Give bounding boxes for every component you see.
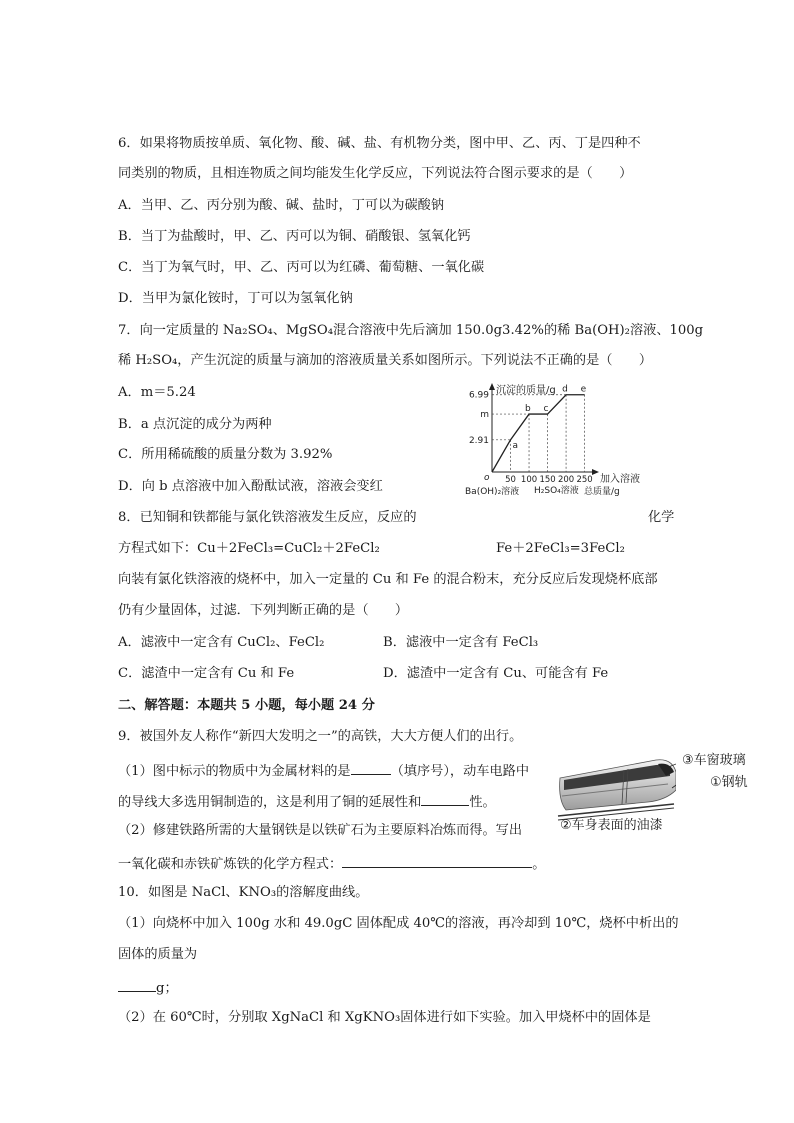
q10-part2-line1: （2）在 60℃时，分别取 XgNaCl 和 XgKNO₃固体进行如下实验。加入甲烧杯中的固体是	[118, 1010, 651, 1025]
q7-option-c: C．所用稀硫酸的质量分数为 3.92%	[118, 447, 333, 462]
q8-option-b: B．滤液中一定含有 FeCl₃	[383, 635, 539, 650]
q9-part1-text-b: （填序号），动车电路中	[390, 764, 530, 779]
segment-label-h2so4: H₂SO₄溶液	[534, 486, 579, 496]
y-tick-label: m	[480, 410, 489, 421]
q8-option-d: D．滤渣中一定含有 Cu、可能含有 Fe	[383, 666, 609, 681]
q9-stem: 9．被国外友人称作“新四大发明之一”的高铁，大大方便人们的出行。	[118, 729, 523, 744]
train-label-rail: ①钢轨	[710, 775, 748, 790]
q10-part1-line3	[118, 977, 178, 998]
q7-stem-line2: 稀 H₂SO₄，产生沉淀的质量与滴加的溶液质量关系如图所示。下列说法不正确的是（ ）	[118, 353, 653, 368]
q9-part2-line2	[118, 853, 545, 874]
q9-part1-line1	[118, 760, 529, 781]
point-label-e: e	[580, 384, 587, 395]
q6-option-b: B．当丁为盐酸时，甲、乙、丙可以为铜、硝酸银、氢氧化钙	[118, 229, 471, 244]
x-axis-label-line2: 总质量/g	[584, 487, 620, 497]
q8-option-a: A．滤液中一定含有 CuCl₂、FeCl₂	[118, 635, 325, 650]
precipitate-mass-chart	[448, 380, 648, 500]
q7-option-a: A．m＝5.24	[118, 385, 196, 400]
q7-option-b: B．a 点沉淀的成分为两种	[118, 417, 272, 432]
q9-part1-text-a: （1）图中标示的物质中为金属材料的是	[118, 764, 351, 779]
x-tick-label: 250	[576, 475, 593, 485]
train-label-glass: ③车窗玻璃	[682, 753, 746, 768]
q10-blank-1[interactable]	[118, 977, 156, 992]
y-tick-label: 2.91	[468, 435, 489, 446]
point-label-d: d	[562, 384, 568, 395]
point-label-b: b	[525, 404, 531, 415]
q9-blank-1[interactable]	[351, 760, 391, 775]
q9-part1-line2	[118, 791, 496, 812]
point-label-c: c	[543, 404, 549, 415]
segment-label-baoh2: Ba(OH)₂溶液	[465, 487, 520, 497]
q6-stem-line2: 同类别的物质，且相连物质之间均能发生化学反应，下列说法符合图示要求的是（ ）	[118, 166, 633, 181]
q9-part2-line1: （2）修建铁路所需的大量钢铁是以铁矿石为主要原料冶炼而得。写出	[118, 823, 523, 838]
q8-stem-line3: 向装有氯化铁溶液的烧杯中，加入一定量的 Cu 和 Fe 的混合粉末，充分反应后发现烧杯底部	[118, 572, 658, 587]
q8-stem-line4: 仍有少量固体，过滤．下列判断正确的是（ ）	[118, 603, 409, 618]
q6-option-a: A．当甲、乙、丙分别为酸、碱、盐时，丁可以为碳酸钠	[118, 198, 445, 213]
point-label-a: a	[512, 440, 519, 451]
y-axis-arrow	[489, 383, 495, 390]
x-tick-label: 100	[520, 475, 538, 485]
q9-part1-text-d: 性。	[469, 795, 496, 810]
q6-stem-line1: 6．如果将物质按单质、氧化物、酸、碱、盐、有机物分类，图中甲、乙、丙、丁是四种不	[118, 136, 641, 151]
x-axis-arrow	[592, 469, 599, 475]
q7-stem-line1: 7．向一定质量的 Na₂SO₄、MgSO₄混合溶液中先后滴加 150.0g3.42%的稀 Ba(OH)₂溶液、100g	[118, 323, 704, 338]
q8-equation-2: Fe＋2FeCl₃=3FeCl₂	[496, 541, 625, 556]
q8-equation-1: 方程式如下：Cu＋2FeCl₃=CuCl₂＋2FeCl₂	[118, 541, 380, 556]
section-heading: 二、解答题：本题共 5 小题，每小题 24 分	[118, 698, 375, 713]
q7-option-d: D．向 b 点溶液中加入酚酞试液，溶液会变红	[118, 479, 383, 494]
q8-stem-line1b: 化学	[648, 510, 675, 525]
x-tick-label: 50	[505, 475, 516, 485]
q10-part1-line1: （1）向烧杯中加入 100g 水和 49.0gC 固体配成 40℃的溶液，再冷却到 10℃，烧杯中析出的	[118, 916, 679, 931]
x-tick-label: 150	[539, 475, 556, 485]
q10-unit: g；	[156, 981, 178, 996]
x-axis-label-line1: 加入溶液	[600, 474, 640, 485]
origin-label: o	[484, 473, 490, 483]
x-tick-label: 200	[557, 475, 575, 485]
q10-part1-line2: 固体的质量为	[118, 947, 198, 962]
y-tick-label: 6.99	[468, 390, 489, 401]
q8-stem-line1a: 8．已知铜和铁都能与氯化铁溶液发生反应，反应的	[118, 510, 417, 525]
series-line	[492, 395, 585, 472]
q9-part1-text-c: 的导线大多选用铜制造的，这是利用了铜的延展性和	[118, 795, 422, 810]
q6-option-c: C．当丁为氧气时，甲、乙、丙可以为红磷、葡萄糖、一氧化碳	[118, 260, 485, 275]
q9-blank-2[interactable]	[421, 791, 469, 806]
train-label-paint: ②车身表面的油漆	[560, 818, 663, 833]
q10-stem: 10．如图是 NaCl、KNO₃的溶解度曲线。	[118, 885, 369, 900]
q6-option-d: D．当甲为氯化铵时，丁可以为氢氧化钠	[118, 291, 353, 306]
q8-option-c: C．滤渣中一定含有 Cu 和 Fe	[118, 666, 295, 681]
q9-part2-text-a: 一氧化碳和赤铁矿炼铁的化学方程式：	[118, 857, 343, 872]
q9-blank-3[interactable]	[342, 853, 532, 868]
q9-part2-text-b: 。	[532, 857, 546, 872]
y-axis-label: 沉淀的质量/g	[496, 385, 556, 396]
